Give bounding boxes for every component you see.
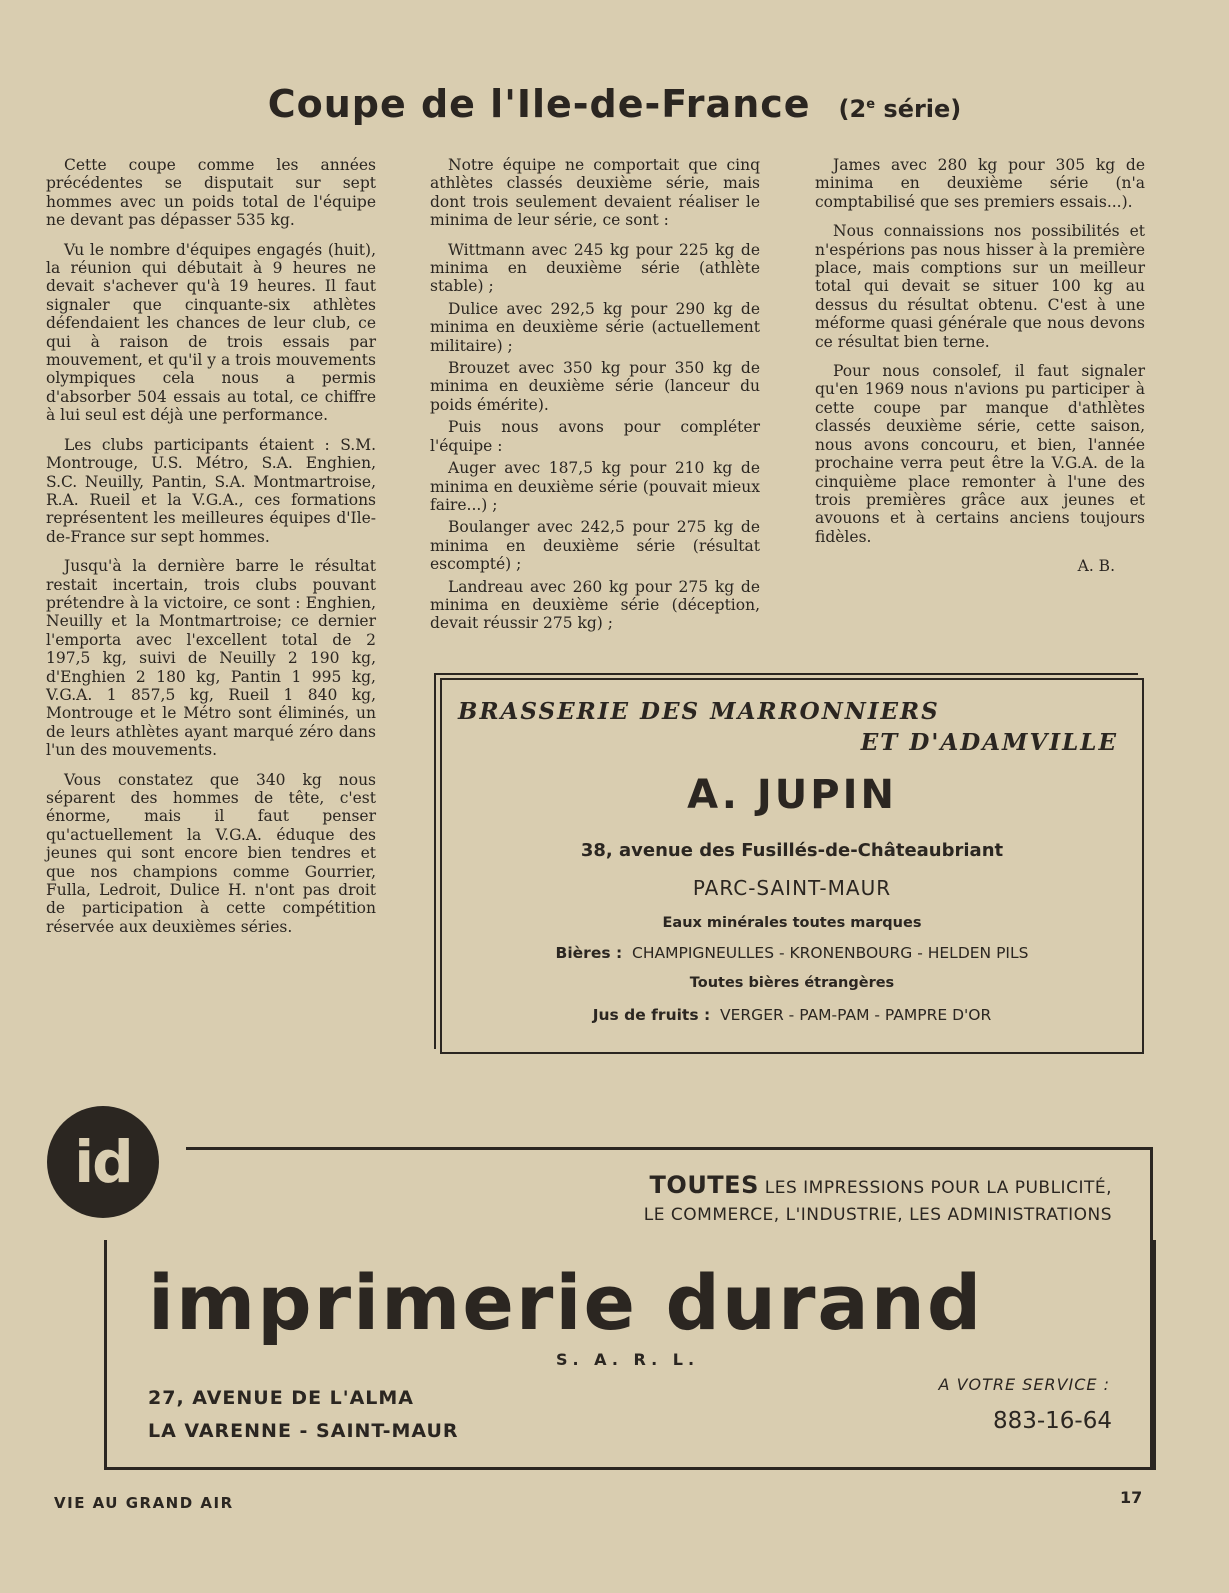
paragraph: Notre équipe ne comportait que cinq athlètes classés deuxième série, mais dont trois seulement devaient réaliser le minima de leur série, ce sont :: [430, 156, 760, 230]
brasserie-eaux: Eaux minérales toutes marques: [662, 915, 922, 931]
author-signature: A. B.: [1077, 557, 1115, 576]
brasserie-owner: A. JUPIN: [687, 772, 897, 818]
brasserie-address: 38, avenue des Fusillés-de-Châteaubriant: [580, 840, 1004, 861]
imprimerie-name: imprimerie durand: [148, 1258, 984, 1347]
brasserie-jus: Jus de fruits : VERGER - PAM-PAM - PAMPRE D'OR: [592, 1006, 992, 1024]
page-number: 17: [1120, 1488, 1143, 1507]
brasserie-etrangeres: Toutes bières étrangères: [689, 975, 895, 991]
imprimerie-service: A VOTRE SERVICE :: [938, 1375, 1110, 1394]
paragraph: James avec 280 kg pour 305 kg de minima en deuxième série (n'a comptabilisé que ses premiers essais...).: [815, 156, 1145, 211]
imprimerie-sarl: S. A. R. L.: [556, 1350, 700, 1369]
paragraph: Les clubs participants étaient : S.M. Montrouge, U.S. Métro, S.A. Enghien, S.C. Neuilly, Pantin, S.A. Montmartroise, R.A. Rueil et la V.G.A., ces formations représentent les meilleures équipes d'Ile-de-France sur sept hommes.: [46, 435, 376, 546]
paragraph: Jusqu'à la dernière barre le résultat restait incertain, trois clubs pouvant prétendre à la victoire, ce sont : Enghien, Neuilly et la Montmartroise; ce dernier l'emporta avec l'excellent total de 2 197,5 kg, suivi de Neuilly 2 190 kg, d'Enghien 2 180 kg, Pantin 1 995 kg, V.G.A. 1 857,5 kg, Rueil 1 840 kg, Montrouge et le Métro sont éliminés, un de leurs athlètes ayant marqué zéro dans l'un des mouvements.: [46, 557, 376, 760]
imprimerie-phone: 883-16-64: [992, 1408, 1112, 1434]
brasserie-city: PARC-SAINT-MAUR: [692, 876, 892, 900]
article-title: [0, 82, 1229, 126]
paragraph: Nous connaissions nos possibilités et n'espérions pas nous hisser à la première place, mais comptions sur un meilleur total qui devait se situer 100 kg au dessus du résultat obtenu. C'est à une méforme quasi générale que nous devons ce résultat bien terne.: [815, 222, 1145, 351]
paragraph: Pour nous consolef, il faut signaler qu'en 1969 nous n'avions pu participer à cette coupe par manque d'athlètes classés deuxième série, cette saison, nous avons concouru, et bien, l'année prochaine verra peut être la V.G.A. de la cinquième place remonter à l'une des trois premières grâce aux jeunes et avouons et à certains anciens toujours fidèles.: [815, 362, 1145, 546]
paragraph: Vous constatez que 340 kg nous séparent des hommes de tête, c'est énorme, mais il faut penser qu'actuellement la V.G.A. éduque des jeunes qui sont encore bien tendres et que nos champions comme Gourrier, Fulla, Ledroit, Dulice H. n'ont pas droit de participation à cette compétition réservée aux deuxièmes séries.: [46, 770, 376, 936]
article-column-2: [430, 156, 760, 644]
imprimerie-tagline: TOUTES LES IMPRESSIONS POUR LA PUBLICITÉ, LE COMMERCE, L'INDUSTRIE, LES ADMINISTRATIONS: [643, 1171, 1112, 1225]
brasserie-bieres: Bières : CHAMPIGNEULLES - KRONENBOURG - HELDEN PILS: [555, 944, 1029, 962]
brasserie-title-line2: ET D'ADAMVILLE: [860, 729, 1118, 756]
magazine-name: VIE AU GRAND AIR: [54, 1494, 234, 1512]
paragraph: Landreau avec 260 kg pour 275 kg de minima en deuxième série (déception, devait réussir 275 kg) ;: [430, 577, 760, 633]
brasserie-title-line1: BRASSERIE DES MARRONNIERS: [458, 698, 940, 725]
paragraph: Cette coupe comme les années précédentes se disputait sur sept hommes avec un poids total de l'équipe ne devant pas dépasser 535 kg.: [46, 156, 376, 230]
paragraph: Auger avec 187,5 kg pour 210 kg de minima en deuxième série (pouvait mieux faire...) ;: [430, 459, 760, 514]
article-column-3: [815, 156, 1145, 575]
paragraph: Wittmann avec 245 kg pour 225 kg de minima en deuxième série (athlète stable) ;: [430, 240, 760, 296]
title-main: Coupe de l'Ile-de-France: [267, 82, 811, 126]
brasserie-advertisement: [440, 678, 1144, 1054]
imprimerie-address: 27, AVENUE DE L'ALMA LA VARENNE - SAINT-MAUR: [148, 1387, 459, 1442]
paragraph: Puis nous avons pour compléter l'équipe :: [430, 418, 760, 455]
id-logo: id: [47, 1106, 159, 1218]
paragraph: Brouzet avec 350 kg pour 350 kg de minima en deuxième série (lanceur du poids émérite).: [430, 359, 760, 414]
paragraph: Dulice avec 292,5 kg pour 290 kg de minima en deuxième série (actuellement militaire) ;: [430, 299, 760, 355]
paragraph: Boulanger avec 242,5 pour 275 kg de minima en deuxième série (résultat escompté) ;: [430, 518, 760, 574]
article-column-1: [46, 156, 376, 947]
paragraph: Vu le nombre d'équipes engagés (huit), la réunion qui débutait à 9 heures ne devait s'achever qu'à 19 heures. Il faut signaler que cinquante-six athlètes défendaient les chances de leur club, ce qui à raison de trois essais par mouvement, et qu'il y a trois mouvements olympiques cela nous a permis d'absorber 504 essais au total, ce chiffre à lui seul est déjà une performance.: [46, 240, 376, 425]
title-series: (2e série): [838, 95, 962, 123]
